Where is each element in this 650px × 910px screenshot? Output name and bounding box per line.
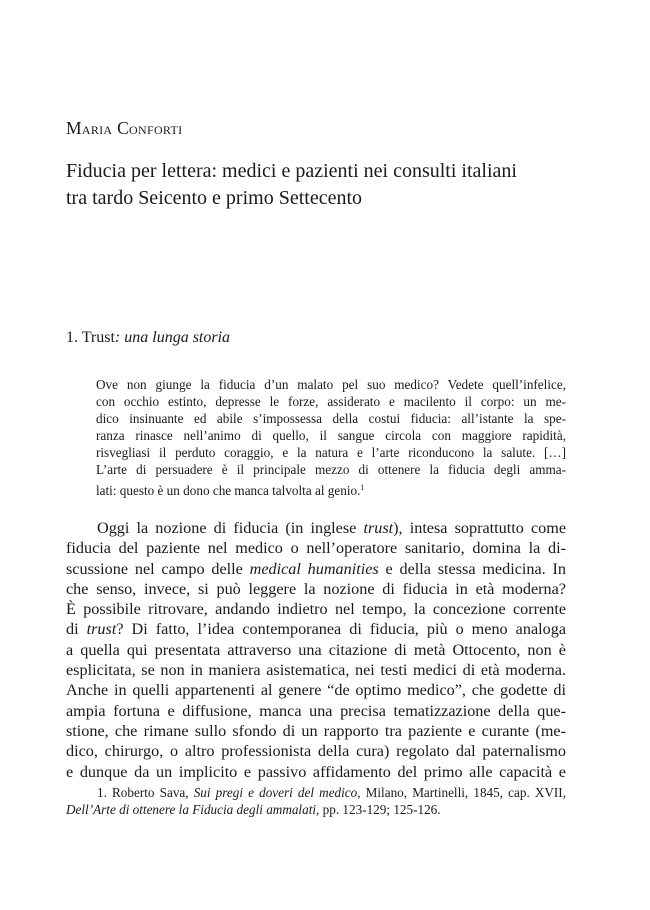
section-subtitle: : una lunga storia: [114, 329, 231, 346]
body-text: ), intesa soprattutto come: [393, 519, 566, 537]
body-text: di: [66, 620, 87, 639]
footnote-line: [66, 784, 566, 801]
body-line: stione, che rimane sullo sfondo di un rapporto tra paziente e curante (me-: [66, 721, 566, 740]
body-line: Anche in quelli appartenenti al genere “de optimo medico”, che godette di: [66, 681, 566, 700]
body-text-italic: medical humanities: [249, 559, 379, 578]
article-title: [66, 158, 606, 212]
body-text-italic: trust: [363, 519, 394, 537]
quote-line: [96, 479, 566, 499]
body-line: ampia fortuna e diffusione, manca una precisa tematizzazione della que-: [66, 701, 566, 720]
quote-last-text: lati: questo è un dono che manca talvolta al genio.: [96, 482, 361, 498]
footnote-reference: 1: [360, 482, 365, 492]
author-name: Maria Conforti: [66, 118, 183, 138]
quote-line: L’arte di persuadere è il principale mezzo di ottenere la fiducia degli amma-: [96, 462, 566, 478]
body-line: a quella qui presentata attraverso una citazione di metà Ottocento, non è: [66, 640, 566, 659]
body-text: e della stessa medicina. In: [378, 559, 566, 578]
section-number: 1. Trust: [66, 329, 115, 346]
body-line: dico, chirurgo, o altro professionista della cura) regolato dal paternalismo: [66, 742, 566, 761]
body-line: [66, 619, 566, 639]
body-text: scussione nel campo delle: [66, 559, 250, 578]
body-line: [66, 559, 566, 579]
footnote-text: , pp. 123-129; 125-126.: [316, 802, 441, 818]
section-heading: [66, 329, 230, 347]
body-paragraph: [66, 518, 566, 782]
epigraph-quote: [96, 376, 566, 499]
quote-line: Ove non giunge la fiducia d’un malato pel suo medico? Vedete quell’infelice,: [96, 377, 566, 392]
body-text: ? Di fatto, l’idea contemporanea di fiducia, più o meno analoga: [116, 620, 567, 639]
body-line: che senso, invece, si può leggere la nozione di fiducia in età moderna?: [66, 579, 566, 598]
quote-line: ranza rinasce nell’animo di quello, il sangue circola con maggiore rapidità,: [96, 428, 566, 444]
body-line: esplicitata, se non in maniera asistematica, nei testi medici di età moderna.: [66, 661, 566, 680]
title-line: Fiducia per lettera: medici e pazienti nei consulti italiani: [66, 160, 517, 182]
quote-line: risvegliasi il perduto coraggio, e la natura e l’arte riconducono la salute. […]: [96, 445, 566, 461]
footnote-text-italic: Dell’Arte di ottenere la Fiducia degli ammalati: [66, 802, 317, 818]
body-line: [66, 518, 566, 538]
footnote-text: 1. Roberto Sava,: [97, 785, 194, 800]
body-line: È possibile ritrovare, andando indietro nel tempo, la concezione corrente: [66, 600, 566, 619]
body-line: fiducia del paziente nel medico o nell’operatore sanitario, domina la di-: [66, 539, 566, 558]
footnote-line: [66, 801, 566, 818]
footnote-text-italic: Sui pregi e doveri del medico: [193, 785, 358, 800]
body-text: Oggi la nozione di fiducia (in inglese: [97, 519, 364, 537]
footnote-text: , Milano, Martinelli, 1845, cap. XVII,: [357, 785, 566, 800]
title-line: tra tardo Seicento e primo Settecento: [66, 187, 363, 209]
quote-line: dico insinuante ed abile s’impossessa della costui fiducia: all’istante la spe-: [96, 411, 566, 427]
body-text-italic: trust: [86, 620, 117, 639]
footnote: [66, 784, 566, 818]
quote-line: con occhio estinto, depresse le forze, assiderato e macilento il corpo: un me-: [96, 394, 566, 410]
body-line: e dunque da un implicito e passivo affidamento del primo alle capacità e: [66, 762, 566, 781]
